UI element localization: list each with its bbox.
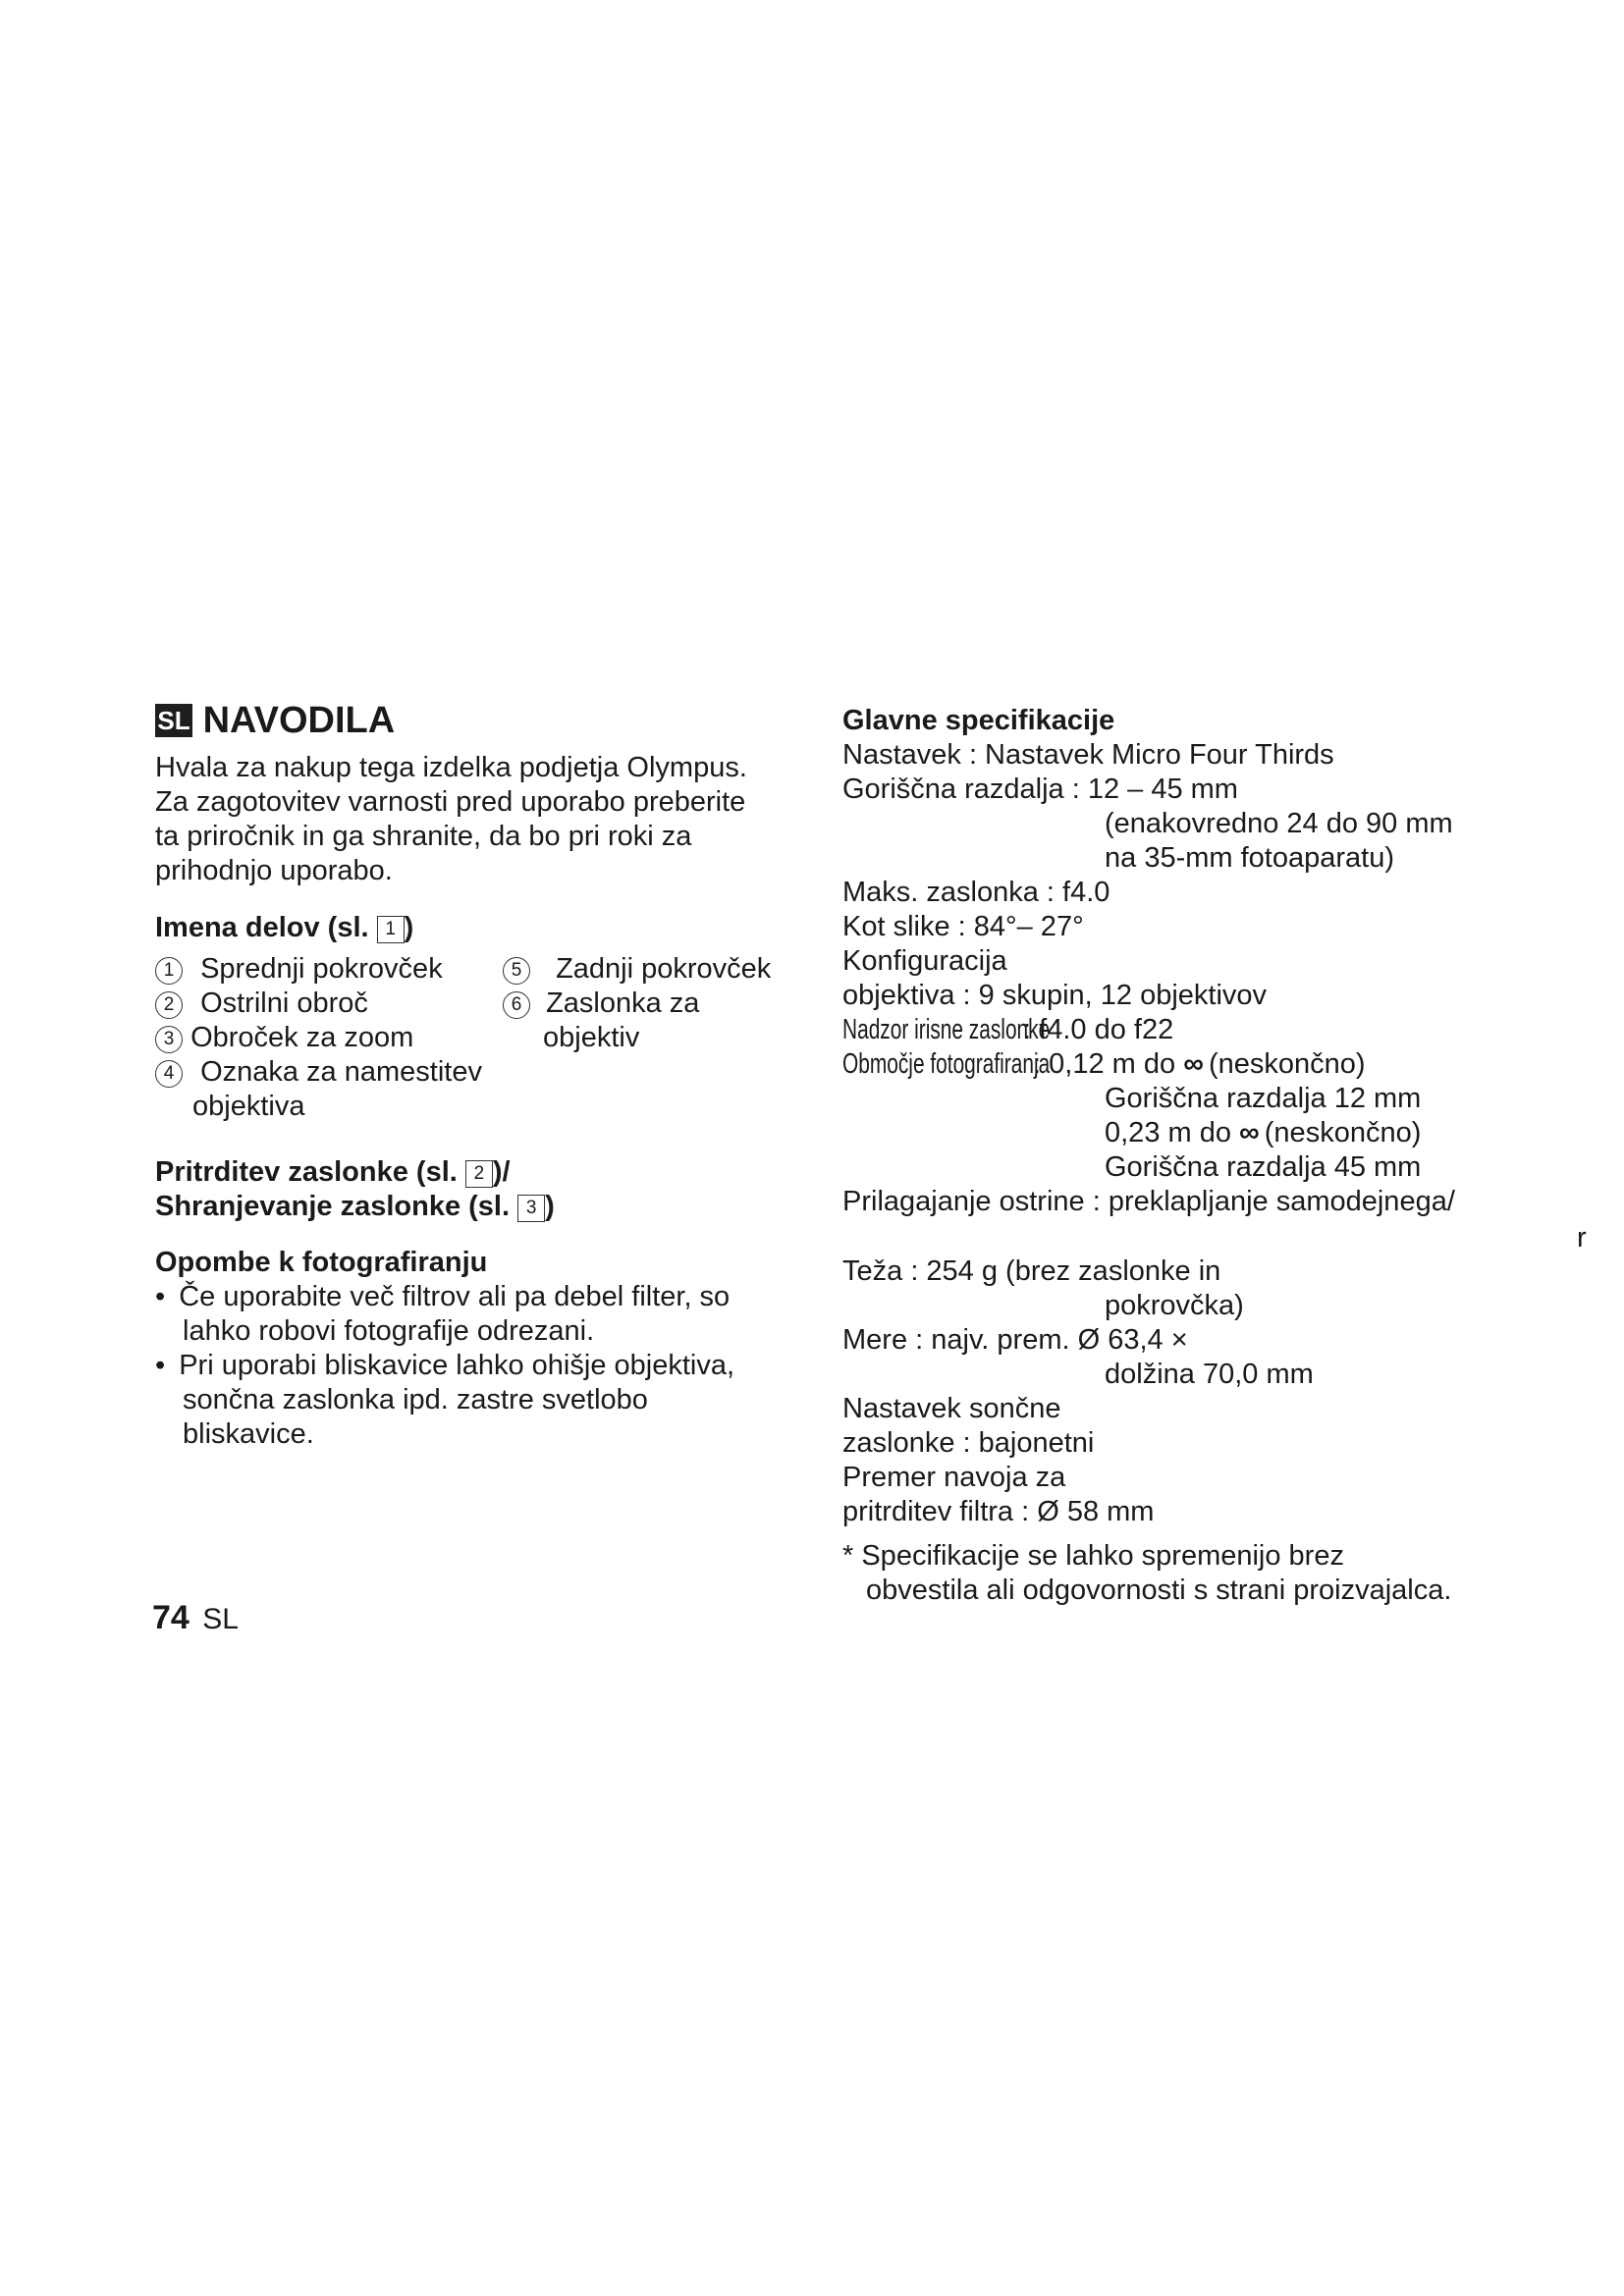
bullet-item-cont: sončna zaslonka ipd. zastre svetlobo (183, 1384, 648, 1415)
mount-heading: Pritrditev zaslonke (sl. 2 )/ (155, 1156, 511, 1188)
spec-line: 0,23 m do ∞ (neskončno) (1105, 1117, 1422, 1148)
spec-line: objektiva : 9 skupin, 12 objektivov (842, 980, 1268, 1011)
spec-line: pokrovčka) (1105, 1290, 1244, 1321)
spec-line: Goriščna razdalja : 12 – 45 mm (842, 774, 1238, 805)
page-title: NAVODILA (202, 700, 396, 741)
spec-line: Premer navoja za (842, 1462, 1066, 1493)
bullet-item: • Pri uporabi bliskavice lahko ohišje objektiva, (155, 1350, 735, 1381)
part-item-cont: objektiva (192, 1091, 305, 1122)
parts-heading: Imena delov (sl. 1 ) (155, 912, 414, 943)
number-6-icon: 6 (503, 991, 530, 1019)
figure-ref-icon: 1 (377, 916, 405, 943)
spec-line: Teža : 254 g (brez zaslonke in (842, 1255, 1221, 1287)
spec-label: Območje fotografiranja (842, 1048, 1051, 1080)
intro-line: prihodnjo uporabo. (155, 855, 393, 886)
intro-line: Za zagotovitev varnosti pred uporabo preberite (155, 786, 746, 818)
number-5-icon: 5 (503, 957, 530, 985)
part-item: 5 Zadnji pokrovček (503, 952, 771, 987)
footer-lang: SL (202, 1603, 239, 1635)
number-2-icon: 2 (155, 991, 183, 1019)
spec-note: * Specifikacije se lahko spremenijo brez (842, 1540, 1344, 1572)
spec-line: Območje fotografiranja : 0,12 m do ∞ (neskončno) (842, 1048, 1366, 1080)
spec-line: Kot slike : 84°– 27° (842, 911, 1084, 942)
spec-label: Nadzor irisne zaslonke (842, 1014, 1051, 1045)
spec-line: Prilagajanje ostrine : preklapljanje samodejnega/ (842, 1186, 1455, 1217)
part-item: 6 Zaslonka za (503, 987, 699, 1021)
infinity-icon: ∞ (1239, 1117, 1257, 1148)
part-item: 4 Oznaka za namestitev (155, 1055, 482, 1090)
notes-heading: Opombe k fotografiranju (155, 1247, 488, 1278)
spec-line: pritrditev filtra : Ø 58 mm (842, 1496, 1155, 1527)
number-3-icon: 3 (155, 1026, 183, 1053)
specs-heading: Glavne specifikacije (842, 705, 1115, 736)
spec-line: dolžina 70,0 mm (1105, 1359, 1314, 1390)
page-footer (152, 1598, 239, 1639)
spec-note: obvestila ali odgovornosti s strani proizvajalca. (866, 1575, 1452, 1606)
spec-line: Nastavek : Nastavek Micro Four Thirds (842, 739, 1334, 771)
page-number: 74 (152, 1599, 189, 1636)
intro-line: Hvala za nakup tega izdelka podjetja Olympus. (155, 752, 747, 783)
bullet-item: • Če uporabite več filtrov ali pa debel filter, so (155, 1281, 731, 1312)
spec-line: Mere : najv. prem. Ø 63,4 × (842, 1324, 1188, 1356)
infinity-icon: ∞ (1183, 1048, 1201, 1080)
part-item: 3 Obroček za zoom (155, 1021, 413, 1055)
figure-ref-icon: 2 (465, 1160, 493, 1188)
mount-heading: Shranjevanje zaslonke (sl. 3 ) (155, 1191, 555, 1222)
section-title (155, 699, 395, 742)
bullet-item-cont: lahko robovi fotografije odrezani. (183, 1315, 595, 1347)
intro-line: ta priročnik in ga shranite, da bo pri roki za (155, 821, 692, 852)
spec-line: Nastavek sončne (842, 1393, 1061, 1424)
part-item-cont: objektiv (543, 1022, 640, 1053)
stray-char: r (1577, 1222, 1587, 1254)
spec-line: Maks. zaslonka : f4.0 (842, 877, 1110, 908)
bullet-icon: • (155, 1350, 166, 1381)
spec-line: (enakovredno 24 do 90 mm (1105, 808, 1453, 839)
spec-line: Nadzor irisne zaslonke : f4.0 do f22 (842, 1014, 1174, 1045)
spec-line: na 35-mm fotoaparatu) (1105, 842, 1394, 874)
figure-ref-icon: 3 (517, 1195, 545, 1222)
spec-line: Konfiguracija (842, 945, 1007, 977)
number-4-icon: 4 (155, 1060, 183, 1088)
spec-line: Goriščna razdalja 12 mm (1105, 1083, 1422, 1114)
spec-line: zaslonke : bajonetni (842, 1427, 1095, 1459)
number-1-icon: 1 (155, 957, 183, 985)
part-item: 2 Ostrilni obroč (155, 987, 368, 1021)
part-item: 1 Sprednji pokrovček (155, 952, 443, 987)
language-badge: SL (155, 704, 192, 737)
bullet-icon: • (155, 1281, 166, 1312)
spec-line: Goriščna razdalja 45 mm (1105, 1151, 1422, 1183)
bullet-item-cont: bliskavice. (183, 1418, 314, 1450)
